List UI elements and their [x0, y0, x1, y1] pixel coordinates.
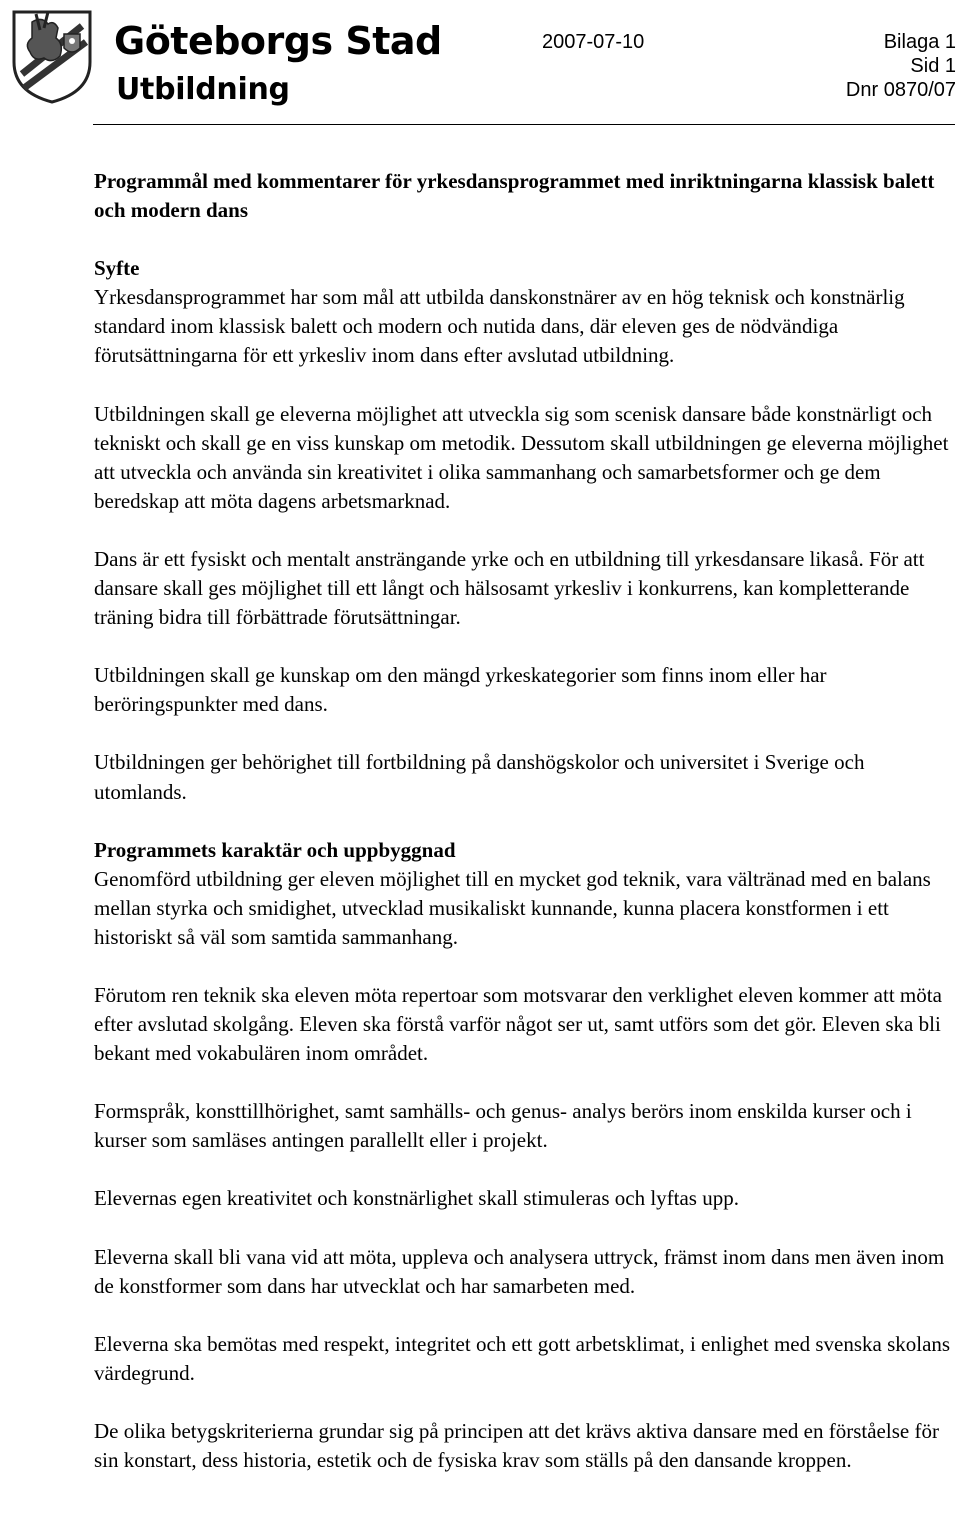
paragraph: Dans är ett fysiskt och mentalt ansträngande yrke och en utbildning till yrkesdansare likaså. För att dansare skall ges möjlighet till ett långt och hälsosamt yrkesliv i konkurrens, kan kompletterande träning bidra till förbättrade förutsättningar. — [94, 546, 925, 630]
document-body — [94, 167, 960, 1504]
paragraph: Utbildningen skall ge kunskap om den mängd yrkeskategorier som finns inom eller har beröringspunkter med dans. — [94, 663, 827, 717]
paragraph: Yrkesdansprogrammet har som mål att utbilda danskonstnärer av en hög teknisk och konstnärlig standard inom klassisk balett och modern och nutida dans, där eleven ges de nödvändiga förutsättningarna för ett yrkesliv inom dans efter avslutad utbildning. — [94, 285, 905, 368]
city-coat-of-arms-lion-icon — [4, 4, 100, 104]
paragraph: Utbildningen ger behörighet till fortbildning på danshögskolor och universitet i Sverige och utomlands. — [94, 750, 865, 804]
paragraph: Elevernas egen kreativitet och konstnärlighet skall stimuleras och lyftas upp. — [94, 1186, 739, 1211]
page-number: Sid 1 — [910, 55, 956, 77]
paragraph: De olika betygskriterierna grundar sig på principen att det krävs aktiva dansare med en förståelse för sin konstart, dess historia, estetik och de fysiska krav som ställs på den dansande kroppen. — [94, 1418, 939, 1472]
paragraph: Förutom ren teknik ska eleven möta repertoar som motsvarar den verklighet eleven kommer att möta efter avslutad skolgång. Eleven ska förstå varför något ser ut, samt utförs som det gör. Eleven ska bli bekant med vokabulären inom området. — [94, 982, 942, 1066]
department-name: Utbildning — [116, 72, 290, 107]
paragraph: Utbildningen skall ge eleverna möjlighet att utveckla sig som scenisk dansare både konstnärligt och tekniskt och skall ge en viss kunskap om metodik. Dessutom skall utbildningen ge eleverna möjlighet att utveckla och använda sin kreativitet i olika sammanhang och samarbetsformer och ge dem beredskap att möta dagens arbetsmarknad. — [94, 401, 949, 513]
reference-number: Dnr 0870/07 — [845, 79, 956, 101]
document-date: 2007-07-10 — [542, 31, 645, 53]
letterhead — [0, 0, 960, 130]
section-heading-karaktar: Programmets karaktär och uppbyggnad — [94, 837, 456, 862]
paragraph: Genomförd utbildning ger eleven möjlighet till en mycket god teknik, vara vältränad med en balans mellan styrka och smidighet, utvecklad musikaliskt kunnande, kunna placera konstformen i ett historiskt så väl som samtida sammanhang. — [94, 866, 931, 949]
organization-name: Göteborgs Stad — [114, 19, 442, 63]
section-heading-syfte: Syfte — [94, 256, 140, 281]
paragraph: Eleverna skall bli vana vid att möta, uppleva och analysera uttryck, främst inom dans men även inom de konstformer som dans har utvecklat och har samarbeten med. — [94, 1244, 945, 1298]
attachment-label: Bilaga 1 — [883, 31, 956, 53]
spacer — [94, 225, 960, 254]
document-title: Programmål med kommentarer för yrkesdansprogrammet med inriktningarna klassisk balett och modern dans — [94, 169, 935, 223]
header-divider — [93, 124, 955, 125]
paragraph: Eleverna ska bemötas med respekt, integritet och ett gott arbetsklimat, i enlighet med svenska skolans värdegrund. — [94, 1331, 951, 1385]
document-meta — [846, 30, 956, 102]
paragraph: Formspråk, konsttillhörighet, samt samhälls- och genus- analys berörs inom enskilda kurser och i kurser som samläses antingen parallellt eller i projekt. — [94, 1099, 912, 1153]
